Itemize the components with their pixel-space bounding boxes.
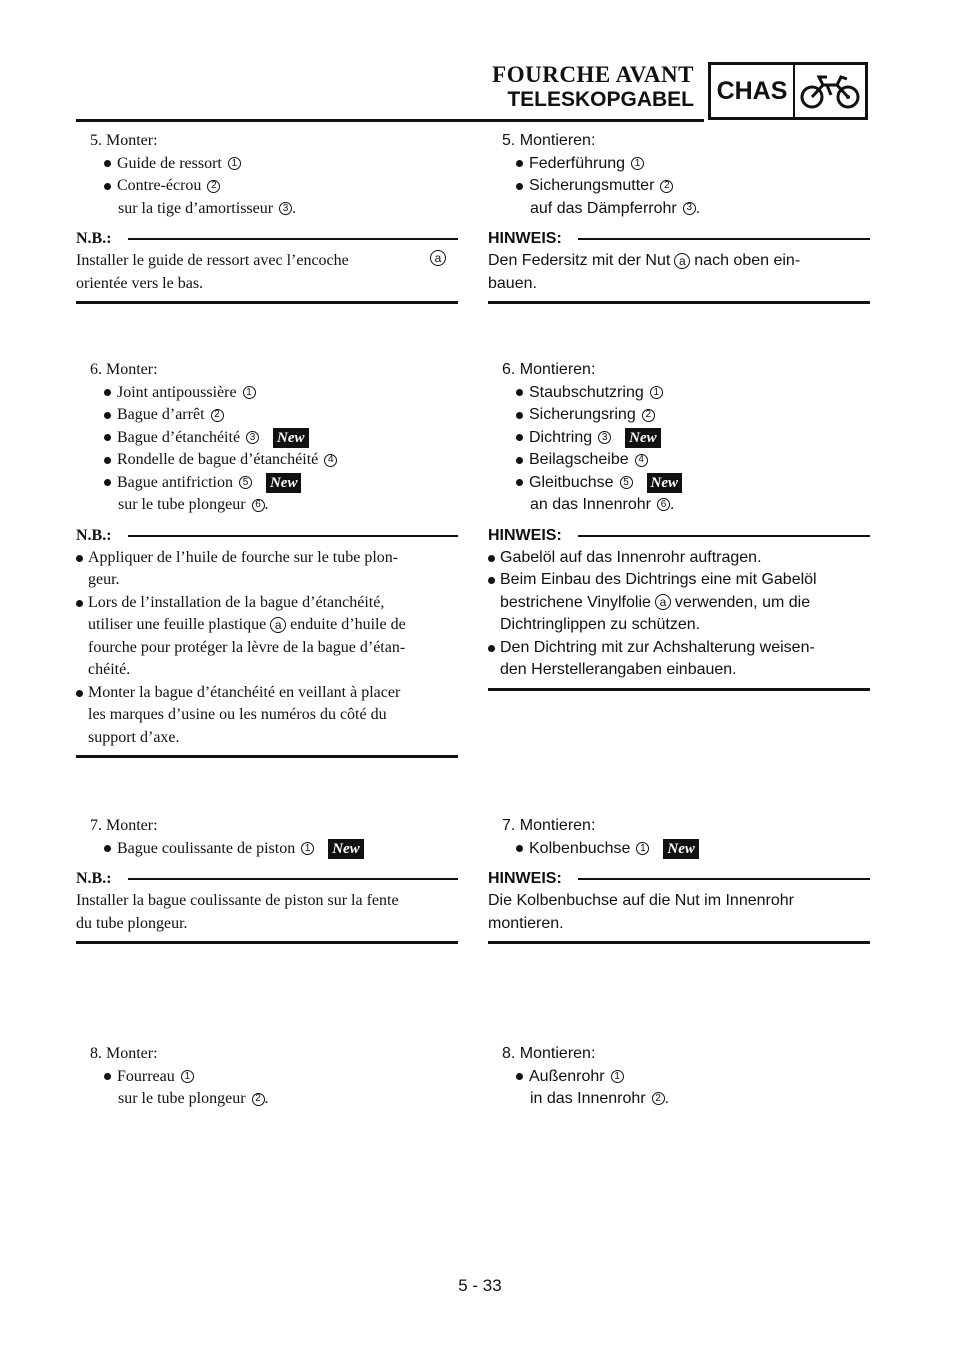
header-title-de: TELESKOPGABEL <box>507 88 694 111</box>
list-item: Dichtring 3 New <box>488 427 870 450</box>
new-badge: New <box>266 473 302 493</box>
list-item: Bague d’étanchéité 3 New <box>76 427 458 450</box>
note-text: Installer la bague coulissante de piston sur la fente <box>76 892 399 909</box>
motorcycle-icon <box>795 65 865 117</box>
note-bullet: Gabelöl auf das Innenrohr auftragen. <box>488 547 870 570</box>
new-badge: New <box>663 839 699 859</box>
list-item: Außenrohr 1 <box>488 1066 870 1089</box>
note-end-rule <box>76 301 458 304</box>
step-6-de <box>488 359 870 691</box>
step-title: 6. Monter: <box>90 361 158 378</box>
step-8-fr <box>76 1043 458 1111</box>
step-title: 8. Montieren: <box>502 1045 596 1062</box>
note-text: Installer le guide de ressort avec l’encoche a <box>76 250 458 273</box>
list-item: Bague antifriction 5 New <box>76 472 458 495</box>
step-title: 5. Montieren: <box>502 132 596 149</box>
list-item: Fourreau 1 <box>76 1066 458 1089</box>
note-text: bauen. <box>488 274 537 292</box>
step-5-fr <box>76 130 458 304</box>
note-text: Die Kolbenbuchse auf die Nut im Innenrohr <box>488 892 794 909</box>
note-text: du tube plongeur. <box>76 914 188 932</box>
note-end-rule <box>488 301 870 304</box>
step-5-de <box>488 130 870 304</box>
note-end-rule <box>76 755 458 758</box>
note-end-rule <box>488 688 870 691</box>
header-rule <box>76 119 704 122</box>
section-badge <box>708 62 868 120</box>
new-badge: New <box>273 428 309 448</box>
list-subtext: auf das Dämpferrohr 3 . <box>530 199 701 217</box>
section-code: CHAS <box>711 65 795 117</box>
note-header: HINWEIS: <box>488 868 870 890</box>
list-item: Federführung 1 <box>488 153 870 176</box>
note-bullet: Den Dichtring mit zur Achshalterung weisen- den Herstellerangaben einbauen. <box>488 637 870 682</box>
list-item: Guide de ressort 1 <box>76 153 458 176</box>
note-text: Den Federsitz mit der Nut a nach oben ein- <box>488 252 801 269</box>
list-subtext: an das Innenrohr 6 . <box>530 496 675 513</box>
list-item: Kolbenbuchse 1 New <box>488 838 870 861</box>
list-item: Bague coulissante de piston 1 New <box>76 838 458 861</box>
note-bullet: Appliquer de l’huile de fourche sur le tube plon- geur. <box>76 547 458 592</box>
note-text: orientée vers le bas. <box>76 274 204 292</box>
note-bullet: Beim Einbau des Dichtrings eine mit Gabelöl bestrichene Vinylfolie a verwenden, um die Dichtringlippen zu schützen. <box>488 569 870 637</box>
list-subtext: sur la tige d’amortisseur 3 . <box>118 199 297 217</box>
note-end-rule <box>76 941 458 944</box>
note-end-rule <box>488 941 870 944</box>
list-item: Joint antipoussière 1 <box>76 382 458 405</box>
list-subtext: sur le tube plongeur 2 . <box>118 1090 269 1107</box>
list-item: Contre-écrou 2 <box>76 175 458 198</box>
list-subtext: sur le tube plongeur 6 . <box>118 496 269 513</box>
note-header: HINWEIS: <box>488 525 870 547</box>
list-item: Beilagscheibe 4 <box>488 449 870 472</box>
list-item: Staubschutzring 1 <box>488 382 870 405</box>
note-header: N.B.: <box>76 228 458 250</box>
page-number: 5 - 33 <box>458 1276 502 1295</box>
new-badge: New <box>625 428 661 448</box>
new-badge: New <box>328 839 364 859</box>
note-header: N.B.: <box>76 525 458 547</box>
note-text: montieren. <box>488 914 564 932</box>
step-title: 6. Montieren: <box>502 361 596 378</box>
step-title: 7. Montieren: <box>502 817 596 834</box>
step-7-fr <box>76 815 458 944</box>
step-7-de <box>488 815 870 944</box>
list-item: Sicherungsring 2 <box>488 404 870 427</box>
note-header: HINWEIS: <box>488 228 870 250</box>
header-title-fr: FOURCHE AVANT <box>492 62 694 87</box>
step-title: 8. Monter: <box>90 1045 158 1062</box>
step-6-fr <box>76 359 458 758</box>
note-bullet: Lors de l’installation de la bague d’étanchéité, utiliser une feuille plastique a enduite d’huile de fourche pour protéger la lèvre de la bague d’étan- chéité. <box>76 592 458 682</box>
list-item: Sicherungsmutter 2 <box>488 175 870 198</box>
list-item: Bague d’arrêt 2 <box>76 404 458 427</box>
step-title: 7. Monter: <box>90 817 158 834</box>
list-item: Gleitbuchse 5 New <box>488 472 870 495</box>
new-badge: New <box>647 473 683 493</box>
list-item: Rondelle de bague d’étanchéité 4 <box>76 449 458 472</box>
note-header: N.B.: <box>76 868 458 890</box>
step-8-de <box>488 1043 870 1111</box>
note-bullet: Monter la bague d’étanchéité en veillant à placer les marques d’usine ou les numéros du côté du support d’axe. <box>76 682 458 750</box>
list-subtext: in das Innenrohr 2 . <box>530 1090 670 1107</box>
step-title: 5. Monter: <box>90 132 158 149</box>
